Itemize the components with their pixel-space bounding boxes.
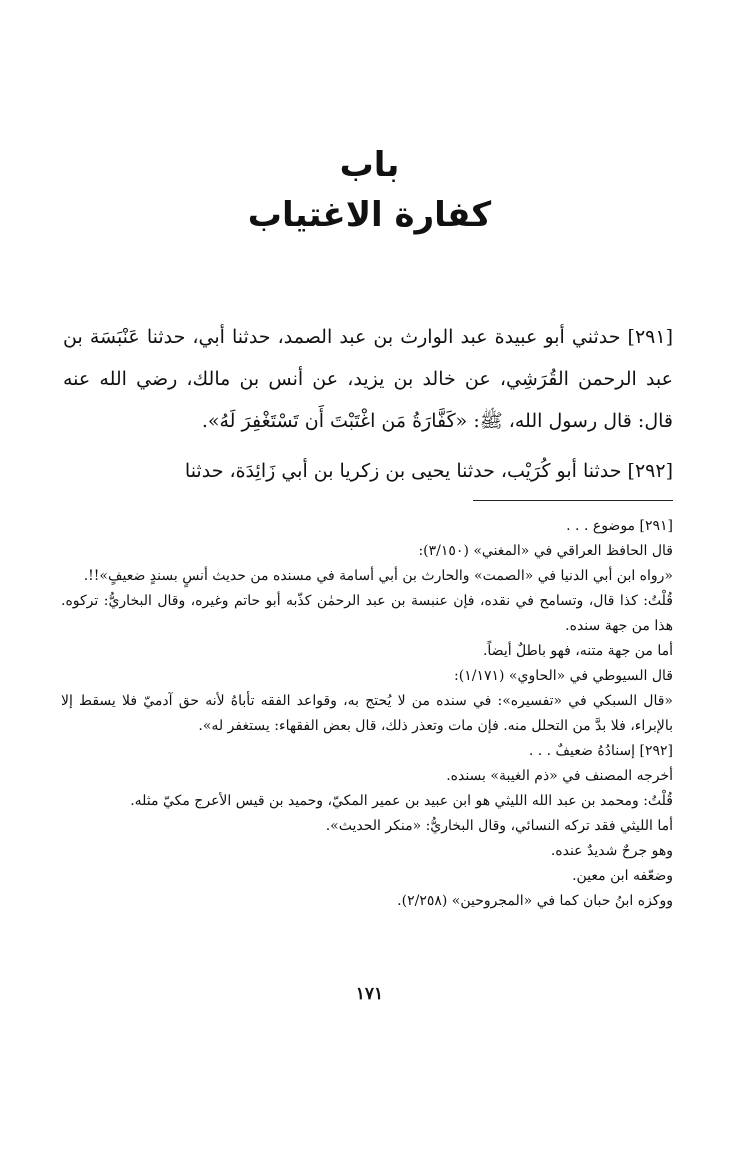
footnote-line: «قال السبكي في «تفسيره»: في سنده من لا يُحتج به، وقواعد الفقه تأباهُ لأنه حق آدميّ فلا يسقط إلا بالإبراء، فلا بدَّ من التحلل منه. فإن مات وتعذر ذلك، قال بعض الفقهاء: يستغفر له».	[61, 693, 673, 734]
main-text	[63, 316, 673, 492]
footnote-line: أخرجه المصنف في «ذم الغيبة» بسنده.	[446, 768, 673, 784]
footnote-line: قُلْتُ: ومحمد بن عبد الله الليثي هو ابن عبيد بن عمير المكيّ، وحميد بن قيس الأعرج مكيّ مثله.	[130, 793, 673, 809]
hadith-292: [٢٩٢] حدثنا أبو كُرَيْب، حدثنا يحيى بن زكريا بن أبي زَائِدَة، حدثنا	[184, 460, 673, 482]
chapter-label: باب	[339, 145, 400, 185]
footnote-line: وهو جرحٌ شديدٌ عنده.	[550, 843, 673, 859]
footnote-line: أما الليثي فقد تركه النسائي، وقال البخاريُّ: «منكر الحديث».	[325, 818, 673, 834]
chapter-heading	[0, 142, 739, 238]
page-number: ١٧١	[355, 984, 384, 1004]
hadith-291: [٢٩١] حدثني أبو عبيدة عبد الوارث بن عبد الصمد، حدثنا أبي، حدثنا عَنْبَسَة بن عبد الرحمن القُرَشِي، عن خالد بن يزيد، عن أنس بن مالك، رضي الله عنه قال: قال رسول الله، ﷺ: «كَفَّارَةُ مَن اغْتَبْتَ أَن تَسْتَغْفِرَ لَهُ».	[63, 326, 673, 432]
footnote-line: [٢٩٢] إسنادُهُ ضعيفٌ . . .	[528, 743, 673, 759]
footnote-divider	[473, 500, 673, 501]
footnotes	[61, 514, 673, 914]
footnote-line: قُلْتُ: كذا قال، وتسامح في نقده، فإن عنبسة بن عبد الرحمٰن كذّبه أبو حاتم وغيره، وقال البخاريُّ: تركوه. هذا من جهة سنده.	[61, 593, 673, 634]
footnote-line: ووكزه ابنُ حبان كما في «المجروحين» (٢/٢٥٨).	[397, 893, 673, 909]
footnote-line: قال الحافظ العراقي في «المغني» (٣/١٥٠):	[418, 543, 673, 559]
footnote-line: [٢٩١] موضوع . . .	[566, 518, 673, 534]
footnote-line: أما من جهة متنه، فهو باطلٌ أيضاً.	[482, 643, 673, 659]
footnote-line: قال السيوطي في «الحاوي» (١/١٧١):	[454, 668, 673, 684]
footnote-line: «رواه ابن أبي الدنيا في «الصمت» والحارث بن أبي أسامة في مسنده من حديث أنسٍ بسندٍ ضعيفٍ»!!.	[83, 568, 673, 584]
chapter-title: كفارة الاغتياب	[247, 195, 492, 235]
footnote-line: وضعّفه ابن معين.	[572, 868, 673, 884]
